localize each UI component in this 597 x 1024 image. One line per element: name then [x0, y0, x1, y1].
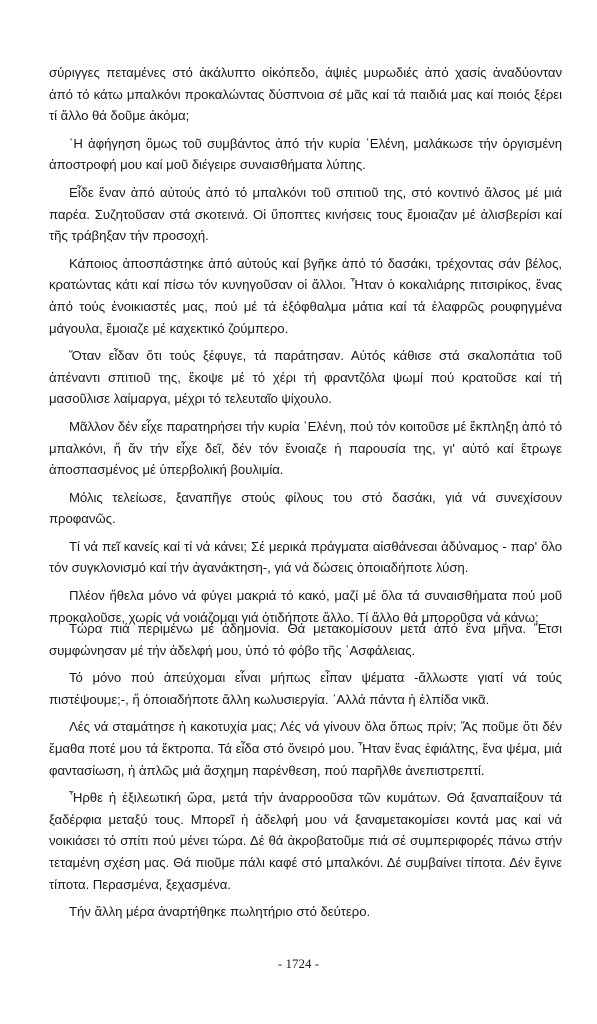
paragraph: Ἦρθε ἡ ἐξιλεωτική ὥρα, μετά τήν ἀναρροοῦσα τῶν κυμάτων. Θά ξαναπαίξουν τά ξαδέρφια μεταξύ τους. Μπορεῖ ἡ ἀδελφή μου νά ξαναμετακομίσει κοντά μας καί νά νοικιάσει τό σπίτι πού μένει τώρα. Δέ θά ἀκροβατοῦμε πιά σέ συμπεριφορές πάνω στήν τεταμένη σχέση μας. Θά πιοῦμε πάλι καφέ στό μπαλκόνι. Δέ συμβαίνει τίποτα. Δέν ἔγινε τίποτα. Περασμένα, ξεχασμένα. [49, 790, 562, 892]
page-number: - 1724 - [277, 956, 320, 971]
paragraph: Κάποιος ἀποσπάστηκε ἀπό αὐτούς καί βγῆκε ἀπό τό δασάκι, τρέχοντας σάν βέλος, κρατώντας κάτι καί πίσω τόν κυνηγοῦσαν οἱ ἄλλοι. Ἦταν ὁ κοκαλιάρης πιτσιρίκος, ἕνας ἀπό τούς ἐνοικιαστές μας, πού μέ τά ἐξόφθαλμα μάτια καί τά ἐλαφρῶς ρουφηγμένα μάγουλα, ἔμοιαζε μέ καχεκτικό ζούμπερο. [49, 255, 562, 336]
paragraph: Εἶδε ἕναν ἀπό αὐτούς ἀπό τό μπαλκόνι τοῦ σπιτιοῦ της, στό κοντινό ἄλσος μέ μιά παρέα. Συζητοῦσαν στά σκοτεινά. Οἱ ὕποπτες κινήσεις τους ἔμοιαζαν μέ ἀλισβερίσι καί τῆς τράβηξαν τήν προσοχή. [49, 184, 562, 244]
paragraph: Τί νά πεῖ κανείς καί τί νά κάνει; Σέ μερικά πράγματα αἰσθάνεσαι ἀδύναμος - παρ' ὅλο τόν συγκλονισμό καί τήν ἀγανάκτηση-, γιά νά δώσεις ὁποιαδήποτε λύση. [49, 538, 562, 576]
text-section-2 [49, 618, 562, 929]
paragraph: Μόλις τελείωσε, ξαναπῆγε στούς φίλους του στό δασάκι, γιά νά συνεχίσουν προφανῶς. [49, 489, 562, 527]
paragraph: Μᾶλλον δέν εἶχε παρατηρήσει τήν κυρία ῾Ελένη, πού τόν κοιτοῦσε μέ ἔκπληξη ἀπό τό μπαλκόνι, ἤ ἄν τήν εἶχε δεῖ, δέν τόν ἔνοιαζε ἡ παρουσία της, γι' αὐτό καί ἔτρωγε ἀποσπασμένος μέ ὑπερβολική βουλιμία. [49, 418, 562, 478]
paragraph: Τώρα πιά περιμένω μέ ἀδημονία. Θά μετακομίσουν μετά ἀπό ἕνα μῆνα. Ἔτσι συμφώνησαν μέ τήν ἀδελφή μου, ὑπό τό φόβο τῆς ᾿Ασφάλειας. [49, 621, 562, 658]
paragraph: ῾Η ἀφήγηση ὅμως τοῦ συμβάντος ἀπό τήν κυρία ῾Ελένη, μαλάκωσε τήν ὀργισμένη ἀποστροφή μου καί μοῦ διέγειρε συναισθήματα λύπης. [49, 135, 562, 173]
paragraph: Τό μόνο πού ἀπεύχομαι εἶναι μήπως εἶπαν ψέματα -ἄλλωστε γιατί νά τούς πιστέψουμε;-, ἤ ὁποιαδήποτε ἄλλη κωλυσιεργία. ᾿Αλλά πάντα ἡ ἐλπίδα νικᾶ. [49, 670, 562, 707]
paragraph: Ὅταν εἶδαν ὅτι τούς ξέφυγε, τά παράτησαν. Αὐτός κάθισε στά σκαλοπάτια τοῦ ἀπέναντι σπιτιοῦ της, ἔκοψε μέ τό χέρι τή φραντζόλα ψωμί πού κρατοῦσε καί τή μασοῦλισε λαίμαργα, μέχρι τό τελευταῖο ψίχουλο. [49, 348, 562, 407]
paragraph: σύριγγες πεταμένες στό ἀκάλυπτο οἰκόπεδο, ἀψιές μυρωδιές ἀπό χασίς ἀναδύονταν ἀπό τό κάτω μπαλκόνι προκαλώντας δύσπνοια σέ μᾶς καί τά παιδιά μας καί ποιός ξέρει τί ἄλλο θά δοῦμε ἀκόμα; [49, 65, 562, 124]
paragraph: Λές νά σταμάτησε ἡ κακοτυχία μας; Λές νά γίνουν ὅλα ὅπως πρίν; Ἄς ποῦμε ὅτι δέν ἔμαθα ποτέ μου τά ἔκτροπα. Τά εἶδα στό ὄνειρό μου. Ἦταν ἕνας ἐφιάλτης, ἕνα ψέμα, μιά φαντασίωση, ἡ ἁπλῶς μιά ἄσχημη παρένθεση, πού παρῆλθε ἀνεπιστρεπτί. [49, 719, 562, 778]
text-section-1 [49, 62, 562, 634]
paragraph: Τήν ἄλλη μέρα ἀναρτήθηκε πωλητήριο στό δεύτερο. [69, 904, 371, 920]
paragraph: Πλέον ἤθελα μόνο νά φύγει μακριά τό κακό, μαζί μέ ὅλα τά συναισθήματα πού μοῦ προκαλοῦσε, χωρίς νά νοιάζομαι γιά ὁτιδήποτε ἄλλο. Τί ἄλλο θά μποροῦσα νά κάνω; [49, 588, 562, 625]
